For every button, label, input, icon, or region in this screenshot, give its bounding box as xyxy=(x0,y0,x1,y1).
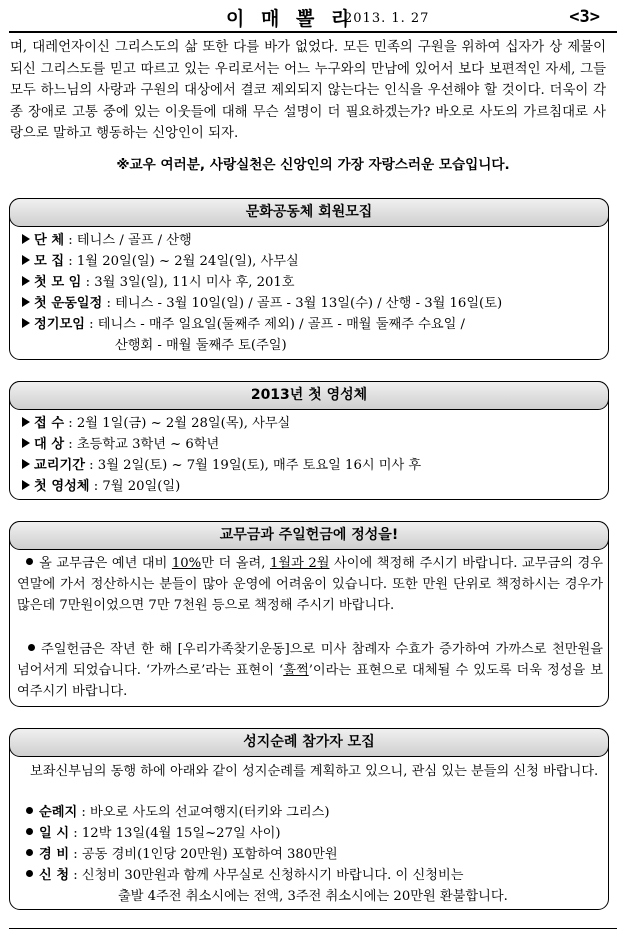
triangle-bullet-icon xyxy=(22,438,30,448)
dues-paragraph-1 xyxy=(17,553,603,616)
row-text: : 2월 1일(금) ~ 2월 28일(목), 사무실 xyxy=(68,416,291,431)
row-label: 순례지 xyxy=(39,805,78,820)
row-label: 대 상 xyxy=(34,437,65,452)
lead-paragraph: 며, 대레언자이신 그리스도의 삶 또한 다를 바가 없었다. 모든 민족의 구원을 위하여 십자가 상 제물이 되신 그리스도를 믿고 따르고 있는 우리로서는 어느 누구와의 만남에 있어서 보다 보편적인 자세, 그들 모두 하느님의 사랑과 구원의 대상에서 결코 제외되지 않는다는 인식을 우선해야 할 것이다. 더욱이 각종 장애로 고통 중에 있는 이웃들에 대해 무슨 설명이 더 필요하겠는가? 바오로 사도의 가르침대로 사랑으로 말하고 행동하는 신앙인이 되자. xyxy=(10,40,606,141)
row-text: : 신청비 30만원과 함께 사무실로 신청하시기 바랍니다. 이 신청비는 xyxy=(73,868,464,883)
pilgrimage-row xyxy=(26,824,281,844)
dues-box xyxy=(9,521,609,707)
underlined-text: 10% xyxy=(171,556,202,571)
row-text: : 바오로 사도의 선교여행지(터키와 그리스) xyxy=(81,805,330,820)
row-label: 첫 운동일정 xyxy=(34,296,103,311)
triangle-bullet-icon xyxy=(22,276,30,286)
page-header xyxy=(10,4,616,32)
bullet-icon xyxy=(26,828,33,835)
header-rule xyxy=(9,31,617,33)
triangle-bullet-icon xyxy=(22,234,30,244)
row-text: : 초등학교 3학년 ~ 6학년 xyxy=(68,437,220,452)
culture-row xyxy=(22,315,465,335)
culture-row xyxy=(22,294,502,314)
page-number: <3> xyxy=(569,7,600,27)
confirmation-row xyxy=(22,456,421,476)
row-text: : 테니스 - 매주 일요일(둘째주 제외) / 골프 - 매월 둘째주 수요일 / xyxy=(89,317,466,332)
row-label: 신 청 xyxy=(39,868,70,883)
row-label: 교리기간 xyxy=(34,458,85,473)
underlined-text: 훌쩍 xyxy=(283,663,309,678)
confirmation-row xyxy=(22,477,180,497)
bullet-icon xyxy=(26,849,33,856)
row-label: 일 시 xyxy=(39,826,70,841)
emphasis-line: ※교우 여러분, 사랑실천은 신앙인의 가장 자랑스러운 모습입니다. xyxy=(116,157,510,173)
culture-row xyxy=(22,273,295,293)
pilgrimage-title: 성지순례 참가자 모집 xyxy=(9,728,609,757)
text-run: 만 더 올려, xyxy=(201,556,270,571)
text-run: 주일헌금은 작년 한 해 [우리가족찾기운동]으로 미사 참례자 수효가 증가하여 가까스로 천만원을 넘어서게 되었습니다. ‘가까스로’라는 표현이 ‘ xyxy=(17,642,603,678)
pilgrimage-row xyxy=(26,803,330,823)
bulletin-title: 이 매 뽈 리 xyxy=(226,8,355,30)
triangle-bullet-icon xyxy=(22,297,30,307)
pilgrimage-intro: 보좌신부님의 동행 하에 아래와 같이 성지순례를 계획하고 있으니, 관심 있는 분들의 신청 바랍니다. xyxy=(30,764,599,779)
row-text: : 7월 20일(일) xyxy=(93,479,181,494)
row-text: : 1월 20일(일) ~ 2월 24일(일), 사무실 xyxy=(68,254,299,269)
culture-title: 문화공동체 회원모집 xyxy=(9,198,609,227)
triangle-bullet-icon xyxy=(22,255,30,265)
row-text: : 12박 13일(4월 15일~27일 사이) xyxy=(73,826,281,841)
bullet-icon xyxy=(28,644,35,651)
culture-continuation: 산행회 - 매월 둘째주 토(주일) xyxy=(115,338,287,353)
bullet-icon xyxy=(26,870,33,877)
pilgrimage-box xyxy=(9,728,609,910)
pilgrimage-continuation: 출발 4주전 취소시에는 전액, 3주전 취소시에는 20만원 환불합니다. xyxy=(118,889,508,904)
confirmation-box xyxy=(9,381,609,500)
row-label: 정기모임 xyxy=(34,317,85,332)
row-text: : 테니스 - 3월 10일(일) / 골프 - 3월 13일(수) / 산행 - 3월 16일(토) xyxy=(106,296,503,311)
underlined-text: 1월과 2월 xyxy=(269,556,330,571)
pilgrimage-row xyxy=(26,866,463,886)
confirmation-row xyxy=(22,414,290,434)
dues-paragraph-2 xyxy=(17,639,603,702)
culture-row xyxy=(22,231,192,251)
row-label: 모 집 xyxy=(34,254,65,269)
text-run: ’이라는 표현으로 대체될 수 있도록 더욱 정성을 보여주시기 바랍니다. xyxy=(17,663,603,699)
row-label: 단 체 xyxy=(34,233,65,248)
triangle-bullet-icon xyxy=(22,318,30,328)
row-text: : 공동 경비(1인당 20만원) 포함하여 380만원 xyxy=(73,847,338,862)
row-label: 경 비 xyxy=(39,847,70,862)
row-label: 접 수 xyxy=(34,416,65,431)
issue-date: 2013. 1. 27 xyxy=(344,11,430,26)
text-run: 사이에 책정해 주시기 바랍니다. 교무금의 경우 연말에 가서 정산하시는 분들이 많아 운영에 어려움이 있습니다. 또한 만원 단위로 책정하시는 경우가 많은데 7만원이었으면 7만 7천원 등으로 책정해 주시기 바랍니다. xyxy=(17,556,603,613)
confirmation-title: 2013년 첫 영성체 xyxy=(9,381,609,410)
bullet-icon xyxy=(26,558,33,565)
pilgrimage-row xyxy=(26,845,338,865)
text-run: 올 교무금은 예년 대비 xyxy=(39,556,172,571)
footer-rule xyxy=(9,928,617,929)
triangle-bullet-icon xyxy=(22,459,30,469)
row-label: 첫 영성체 xyxy=(34,479,90,494)
triangle-bullet-icon xyxy=(22,480,30,490)
row-label: 첫 모 임 xyxy=(34,275,82,290)
culture-row xyxy=(22,252,299,272)
bullet-icon xyxy=(26,807,33,814)
row-text: : 테니스 / 골프 / 산행 xyxy=(68,233,192,248)
dues-title: 교무금과 주일헌금에 정성을! xyxy=(9,521,609,550)
confirmation-row xyxy=(22,435,219,455)
row-text: : 3월 3일(일), 11시 미사 후, 201호 xyxy=(85,275,295,290)
culture-box xyxy=(9,198,609,360)
row-text: : 3월 2일(토) ~ 7월 19일(토), 매주 토요일 16시 미사 후 xyxy=(89,458,422,473)
triangle-bullet-icon xyxy=(22,417,30,427)
